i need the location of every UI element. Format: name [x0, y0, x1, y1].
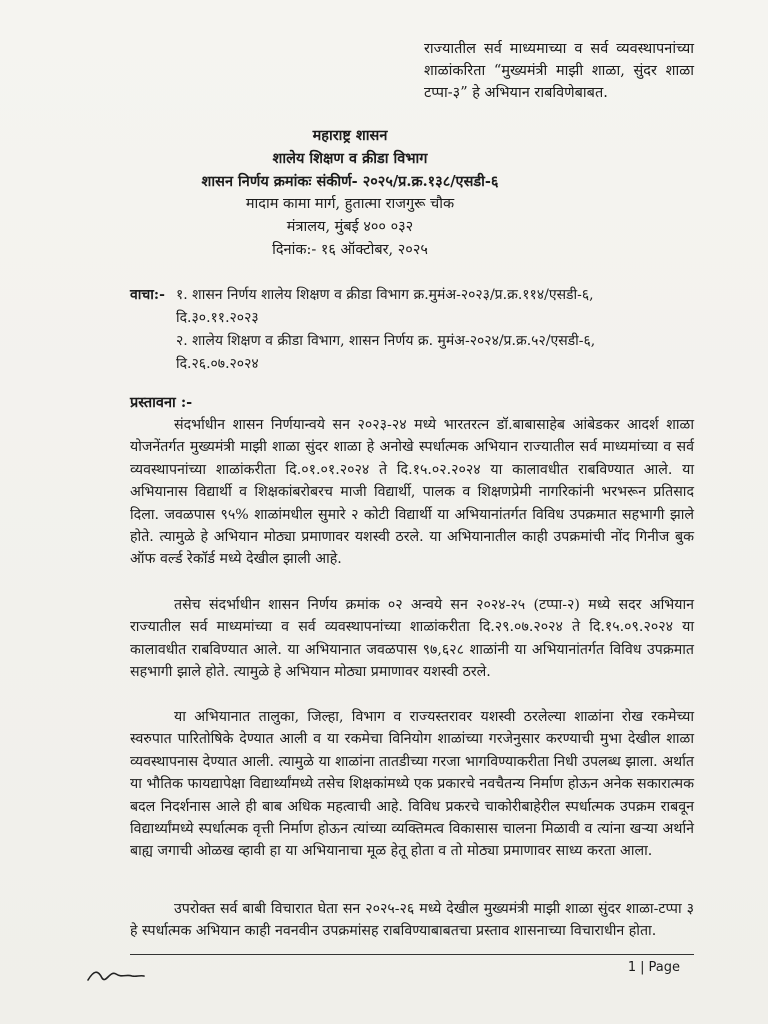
footer-rule — [130, 954, 694, 955]
signature-mark — [86, 964, 146, 986]
preamble-paragraph: या अभियानात तालुका, जिल्हा, विभाग व राज्यस्तरावर यशस्वी ठरलेल्या शाळांना रोख रकमेच्या स्वरुपात पारितोषिके देण्यात आली व या रकमेचा विनियोग शाळांच्या गरजेनुसार करण्याची मुभा देखील शाळा व्यवस्थापनास देण्यात आली. त्यामुळे या शाळांना तातडीच्या गरजा भागविण्याकरीता निधी उपलब्ध झाला. अर्थात या भौतिक फायद्यापेक्षा विद्यार्थ्यांमध्ये तसेच शिक्षकांमध्ये एक प्रकारचे नवचैतन्य निर्माण होऊन अनेक सकारात्मक बदल निदर्शनास आले ही बाब अधिक महत्वाची आहे. विविध प्रकरचे चाकोरीबाहेरील स्पर्धात्मक उपक्रम राबवून विद्यार्थ्यांमध्ये स्पर्धात्मक वृत्ती निर्माण होऊन त्यांच्या व्यक्तिमत्व विकासास चालना मिळावी व त्यांना खऱ्या अर्थाने बाह्य जगाची ओळख व्हावी हा या अभियानाचा मूळ हेतू होता व तो मोठ्या प्रमाणावर साध्य करता आला. — [130, 709, 694, 860]
department-name: शालेय शिक्षण व क्रीडा विभाग — [272, 150, 428, 167]
reference-date: दि.२६.०७.२०२४ — [176, 356, 259, 372]
reference-item: १. शासन निर्णय शालेय शिक्षण व क्रीडा विभाग क्र.मुमंअ-२०२३/प्र.क्र.११४/एसडी-६, — [176, 287, 594, 303]
date-line: दिनांक:- १६ ऑक्टोबर, २०२५ — [272, 242, 428, 258]
preamble-paragraph: संदर्भाधीन शासन निर्णयान्वये सन २०२३-२४ मध्ये भारतरत्न डॉ.बाबासाहेब आंबेडकर आदर्श शाळा योजनेंतर्गत मुख्यमंत्री माझी शाळा सुंदर शाळा हे अनोखे स्पर्धात्मक अभियान राज्यातील सर्व माध्यमांच्या व सर्व व्यवस्थापनांच्या शाळांकरीता दि.०१.०१.२०२४ ते दि.१५.०२.२०२४ या कालावधीत राबविण्यात आले. या अभियानास विद्यार्थी व शिक्षकांबरोबरच माजी विद्यार्थी, पालक व शिक्षणप्रेमी नागरिकांनी भरभरून प्रतिसाद दिला. जवळपास ९५% शाळांमधील सुमारे २ कोटी विद्यार्थी या अभियानांतर्गत विविध उपक्रमात सहभागी झाले होते. त्यामुळे हे अभियान मोठ्या प्रमाणावर यशस्वी ठरले. या अभियानातील काही उपक्रमांची नोंद गिनीज बुक ऑफ वर्ल्ड रेकॉर्ड मध्ये देखील झाली आहे. — [130, 417, 694, 568]
page-number-label: Page — [648, 960, 680, 975]
city-line: मंत्रालय, मुंबई ४०० ०३२ — [286, 219, 414, 235]
references-label: वाचा:- — [130, 287, 165, 303]
subject-text: राज्यातील सर्व माध्यमाच्या व सर्व व्यवस्थापनांच्या शाळांकरिता “मुख्यमंत्री माझी शाळा, सुंदर शाळा टप्पा-३” हे अभियान राबविणेबाबत. — [424, 41, 694, 101]
reference-date: दि.३०.११.२०२३ — [176, 310, 259, 326]
government-name: महाराष्ट्र शासन — [312, 127, 388, 144]
gr-number: शासन निर्णय क्रमांकः संकीर्ण- २०२५/प्र.क्र.१३८/एसडी-६ — [201, 173, 499, 190]
reference-item: २. शालेय शिक्षण व क्रीडा विभाग, शासन निर्णय क्र. मुमंअ-२०२४/प्र.क्र.५२/एसडी-६, — [176, 333, 596, 349]
preamble-title: प्रस्तावना :- — [130, 394, 193, 411]
page-number-value: 1 — [627, 960, 637, 975]
address-line: मादाम कामा मार्ग, हुतात्मा राजगुरू चौक — [245, 196, 455, 212]
document-header — [140, 124, 560, 262]
page-number: 1 | Page — [627, 960, 680, 975]
references-block — [130, 284, 690, 376]
preamble-paragraph: उपरोक्त सर्व बाबी विचारात घेता सन २०२५-२६ मध्ये देखील मुख्यमंत्री माझी शाळा सुंदर शाळा-टप्पा ३ हे स्पर्धात्मक अभियान काही नवनवीन उपक्रमांसह राबविण्याबाबतचा प्रस्ताव शासनाच्या विचाराधीन होता. — [130, 901, 694, 940]
preamble-paragraph: तसेच संदर्भाधीन शासन निर्णय क्रमांक ०२ अन्वये सन २०२४-२५ (टप्पा-२) मध्ये सदर अभियान राज्यातील सर्व माध्यमांच्या व सर्व व्यवस्थापनांच्या शाळांकरीता दि.२९.०७.२०२४ ते दि.१५.०९.२०२४ या कालावधीत राबविण्यात आले. या अभियानात जवळपास ९७,६२८ शाळांनी या अभियानांतर्गत विविध उपक्रमात सहभागी झाले होते. त्यामुळे हे अभियान मोठ्या प्रमाणावर यशस्वी ठरले. — [130, 597, 694, 681]
